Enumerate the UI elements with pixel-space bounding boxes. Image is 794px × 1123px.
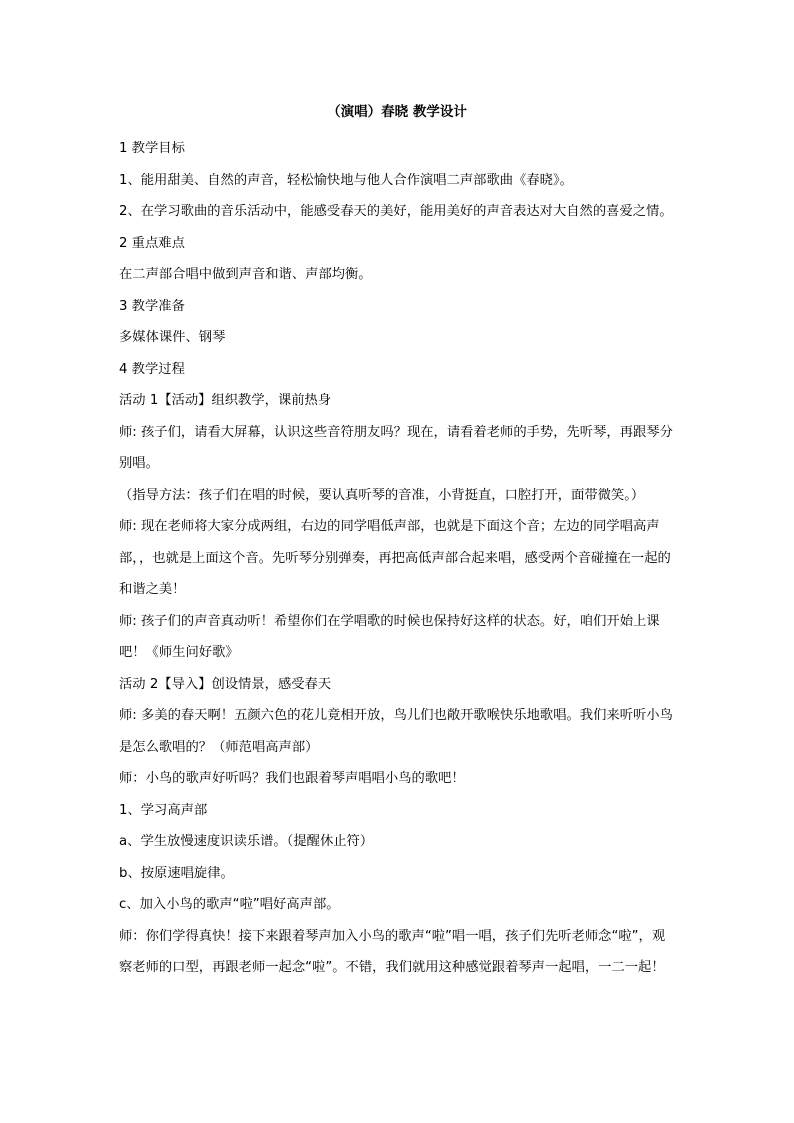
section-heading-process: 4 教学过程 bbox=[119, 361, 185, 377]
guidance-note: （指导方法：孩子们在唱的时候，要认真听琴的音准，小背挺直，口腔打开，面带微笑。） bbox=[119, 487, 645, 503]
activity-2-heading: 活动 2【导入】创设情景，感受春天 bbox=[119, 676, 332, 692]
teacher-line: 师: 多美的春天啊！五颜六色的花儿竟相开放，鸟儿们也敞开歌喉快乐地歌唱。我们来听听小鸟是怎么歌唱的？（师范唱高声部） bbox=[119, 708, 673, 755]
step-item-c: c、加入小鸟的歌声“啦”唱好高声部。 bbox=[119, 897, 340, 912]
section-heading-key-points: 2 重点难点 bbox=[119, 235, 185, 251]
step-item-a: a、学生放慢速度识读乐谱。（提醒休止符） bbox=[119, 834, 374, 849]
objective-item-2: 2、在学习歌曲的音乐活动中，能感受春天的美好，能用美好的声音表达对大自然的喜爱之情。 bbox=[119, 204, 673, 219]
preparation-text: 多媒体课件、钢琴 bbox=[119, 330, 226, 345]
objective-item-1: 1、能用甜美、自然的声音，轻松愉快地与他人合作演唱二声部歌曲《春晓》。 bbox=[119, 172, 573, 188]
teacher-line: 师: 孩子们的声音真动听！希望你们在学唱歌的时候也保持好这样的状态。好，咱们开始上课吧！《师生问好歌》 bbox=[119, 613, 660, 660]
section-heading-preparation: 3 教学准备 bbox=[119, 298, 185, 314]
section-heading-objectives: 1 教学目标 bbox=[119, 141, 185, 156]
teacher-line: 师: 孩子们，请看大屏幕，认识这些音符朋友吗？现在，请看着老师的手势，先听琴，再跟琴分别唱。 bbox=[119, 424, 673, 471]
key-points-text: 在二声部合唱中做到声音和谐、声部均衡。 bbox=[119, 267, 372, 282]
document-title: （演唱）春晓 教学设计 bbox=[327, 104, 467, 120]
document-body bbox=[119, 133, 677, 984]
teacher-line: 师：你们学得真快！接下来跟着琴声加入小鸟的歌声“啦”唱一唱，孩子们先听老师念“啦”，观察老师的口型，再跟老师一起念“啦”。不错，我们就用这种感觉跟着琴声一起唱，一二一起！ bbox=[119, 928, 666, 975]
teacher-line: 师：小鸟的歌声好听吗？我们也跟着琴声唱唱小鸟的歌吧！ bbox=[119, 771, 465, 786]
activity-1-heading: 活动 1【活动】组织教学，课前热身 bbox=[119, 393, 332, 408]
step-item-b: b、按原速唱旋律。 bbox=[119, 865, 234, 881]
teacher-line: 师: 现在老师将大家分成两组，右边的同学唱低声部，也就是下面这个音；左边的同学唱高声部，，也就是上面这个音。先听琴分别弹奏，再把高低声部合起来唱，感受两个音碰撞在一起的和谐之美！ bbox=[119, 519, 671, 597]
step-heading: 1、学习高声部 bbox=[119, 802, 208, 818]
